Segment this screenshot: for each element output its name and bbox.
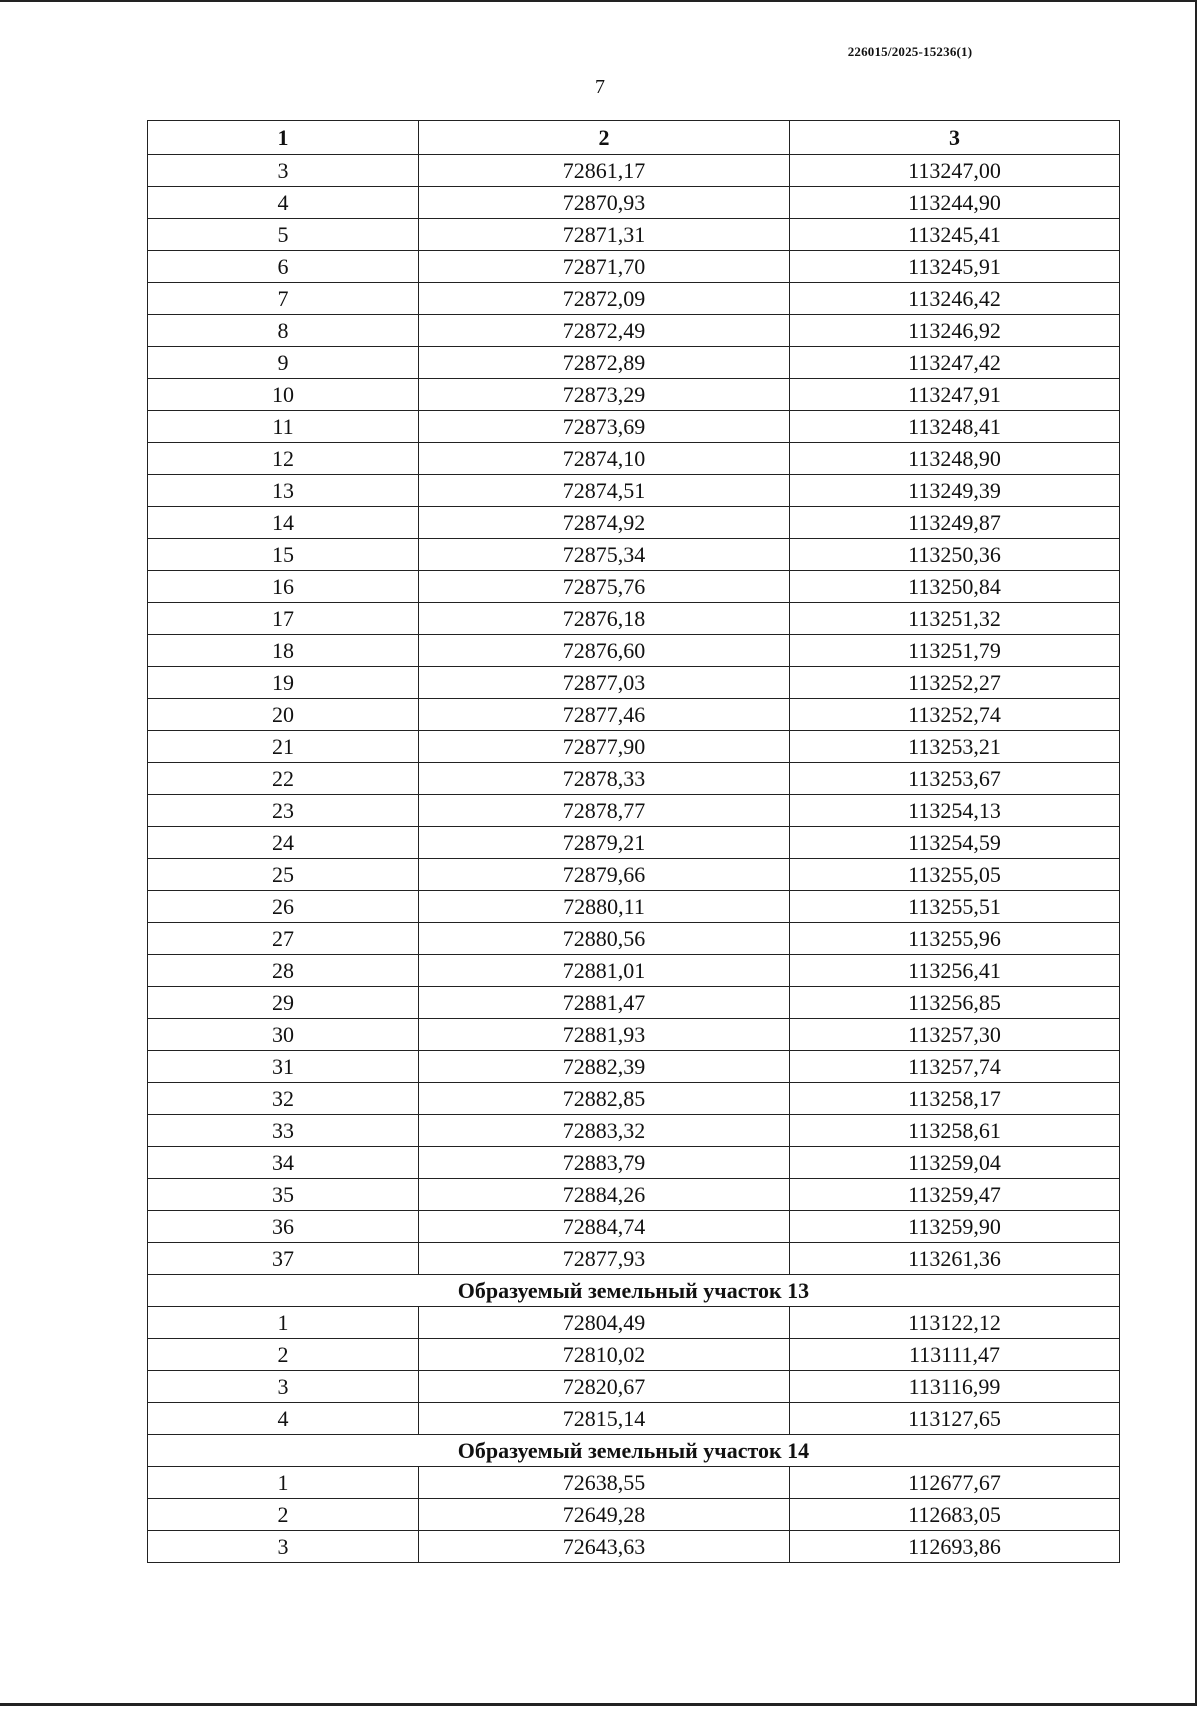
x-coordinate-cell: 72876,18 xyxy=(419,603,790,635)
document-number: 226015/2025-15236(1) xyxy=(847,44,973,59)
y-coordinate-cell: 113255,51 xyxy=(790,891,1120,923)
table-header-row xyxy=(148,121,1120,155)
x-coordinate-cell: 72871,70 xyxy=(419,251,790,283)
y-coordinate-cell: 113247,42 xyxy=(790,347,1120,379)
table-row xyxy=(148,1307,1120,1339)
table-row xyxy=(148,923,1120,955)
table-row xyxy=(148,507,1120,539)
y-coordinate-cell: 113253,21 xyxy=(790,731,1120,763)
point-number-cell: 16 xyxy=(148,571,419,603)
table-row xyxy=(148,955,1120,987)
table-row xyxy=(148,1243,1120,1275)
x-coordinate-cell: 72873,29 xyxy=(419,379,790,411)
x-coordinate-cell: 72875,76 xyxy=(419,571,790,603)
point-number-cell: 21 xyxy=(148,731,419,763)
x-coordinate-cell: 72870,93 xyxy=(419,187,790,219)
table-row xyxy=(148,603,1120,635)
table-row xyxy=(148,315,1120,347)
table-row xyxy=(148,667,1120,699)
table-row xyxy=(148,987,1120,1019)
table-row xyxy=(148,539,1120,571)
table-row xyxy=(148,1467,1120,1499)
point-number-cell: 22 xyxy=(148,763,419,795)
table-row xyxy=(148,635,1120,667)
y-coordinate-cell: 113247,91 xyxy=(790,379,1120,411)
x-coordinate-cell: 72875,34 xyxy=(419,539,790,571)
x-coordinate-cell: 72878,33 xyxy=(419,763,790,795)
table-row xyxy=(148,379,1120,411)
y-coordinate-cell: 113251,79 xyxy=(790,635,1120,667)
table-row xyxy=(148,1179,1120,1211)
y-coordinate-cell: 113256,41 xyxy=(790,955,1120,987)
x-coordinate-cell: 72872,89 xyxy=(419,347,790,379)
table-row xyxy=(148,1019,1120,1051)
y-coordinate-cell: 113259,04 xyxy=(790,1147,1120,1179)
x-coordinate-cell: 72872,49 xyxy=(419,315,790,347)
y-coordinate-cell: 113252,27 xyxy=(790,667,1120,699)
y-coordinate-cell: 113258,61 xyxy=(790,1115,1120,1147)
table-row xyxy=(148,1371,1120,1403)
table-row xyxy=(148,1211,1120,1243)
coordinates-table xyxy=(147,120,1120,1563)
point-number-cell: 36 xyxy=(148,1211,419,1243)
point-number-cell: 23 xyxy=(148,795,419,827)
y-coordinate-cell: 113248,90 xyxy=(790,443,1120,475)
x-coordinate-cell: 72881,93 xyxy=(419,1019,790,1051)
point-number-cell: 27 xyxy=(148,923,419,955)
y-coordinate-cell: 113257,30 xyxy=(790,1019,1120,1051)
table-row xyxy=(148,1531,1120,1563)
x-coordinate-cell: 72879,66 xyxy=(419,859,790,891)
table-row xyxy=(148,1051,1120,1083)
table-row xyxy=(148,475,1120,507)
y-coordinate-cell: 113111,47 xyxy=(790,1339,1120,1371)
point-number-cell: 18 xyxy=(148,635,419,667)
table-row xyxy=(148,891,1120,923)
point-number-cell: 14 xyxy=(148,507,419,539)
table-row xyxy=(148,1499,1120,1531)
point-number-cell: 29 xyxy=(148,987,419,1019)
x-coordinate-cell: 72883,79 xyxy=(419,1147,790,1179)
section-header-row xyxy=(148,1435,1120,1467)
point-number-cell: 35 xyxy=(148,1179,419,1211)
x-coordinate-cell: 72879,21 xyxy=(419,827,790,859)
y-coordinate-cell: 113249,39 xyxy=(790,475,1120,507)
x-coordinate-cell: 72871,31 xyxy=(419,219,790,251)
x-coordinate-cell: 72873,69 xyxy=(419,411,790,443)
x-coordinate-cell: 72874,51 xyxy=(419,475,790,507)
table-row xyxy=(148,187,1120,219)
y-coordinate-cell: 112683,05 xyxy=(790,1499,1120,1531)
point-number-cell: 11 xyxy=(148,411,419,443)
point-number-cell: 4 xyxy=(148,187,419,219)
y-coordinate-cell: 113246,92 xyxy=(790,315,1120,347)
point-number-cell: 15 xyxy=(148,539,419,571)
y-coordinate-cell: 113250,84 xyxy=(790,571,1120,603)
table-body xyxy=(148,155,1120,1563)
y-coordinate-cell: 113249,87 xyxy=(790,507,1120,539)
point-number-cell: 2 xyxy=(148,1339,419,1371)
table-row xyxy=(148,283,1120,315)
table-row xyxy=(148,1147,1120,1179)
x-coordinate-cell: 72881,01 xyxy=(419,955,790,987)
point-number-cell: 3 xyxy=(148,1371,419,1403)
table-row xyxy=(148,859,1120,891)
x-coordinate-cell: 72876,60 xyxy=(419,635,790,667)
column-header: 2 xyxy=(419,121,790,155)
section-title: Образуемый земельный участок 14 xyxy=(148,1435,1120,1467)
point-number-cell: 10 xyxy=(148,379,419,411)
x-coordinate-cell: 72881,47 xyxy=(419,987,790,1019)
y-coordinate-cell: 113245,91 xyxy=(790,251,1120,283)
y-coordinate-cell: 112693,86 xyxy=(790,1531,1120,1563)
point-number-cell: 9 xyxy=(148,347,419,379)
point-number-cell: 32 xyxy=(148,1083,419,1115)
x-coordinate-cell: 72884,26 xyxy=(419,1179,790,1211)
point-number-cell: 31 xyxy=(148,1051,419,1083)
table-row xyxy=(148,1115,1120,1147)
table-row xyxy=(148,699,1120,731)
x-coordinate-cell: 72820,67 xyxy=(419,1371,790,1403)
table-row xyxy=(148,795,1120,827)
table-row xyxy=(148,763,1120,795)
y-coordinate-cell: 113247,00 xyxy=(790,155,1120,187)
y-coordinate-cell: 113259,90 xyxy=(790,1211,1120,1243)
y-coordinate-cell: 113258,17 xyxy=(790,1083,1120,1115)
x-coordinate-cell: 72874,92 xyxy=(419,507,790,539)
x-coordinate-cell: 72877,03 xyxy=(419,667,790,699)
point-number-cell: 20 xyxy=(148,699,419,731)
y-coordinate-cell: 113127,65 xyxy=(790,1403,1120,1435)
point-number-cell: 28 xyxy=(148,955,419,987)
point-number-cell: 5 xyxy=(148,219,419,251)
x-coordinate-cell: 72877,93 xyxy=(419,1243,790,1275)
y-coordinate-cell: 113255,05 xyxy=(790,859,1120,891)
x-coordinate-cell: 72804,49 xyxy=(419,1307,790,1339)
y-coordinate-cell: 113256,85 xyxy=(790,987,1120,1019)
y-coordinate-cell: 113255,96 xyxy=(790,923,1120,955)
x-coordinate-cell: 72883,32 xyxy=(419,1115,790,1147)
x-coordinate-cell: 72649,28 xyxy=(419,1499,790,1531)
point-number-cell: 34 xyxy=(148,1147,419,1179)
point-number-cell: 12 xyxy=(148,443,419,475)
x-coordinate-cell: 72884,74 xyxy=(419,1211,790,1243)
point-number-cell: 26 xyxy=(148,891,419,923)
y-coordinate-cell: 112677,67 xyxy=(790,1467,1120,1499)
table-row xyxy=(148,347,1120,379)
y-coordinate-cell: 113254,13 xyxy=(790,795,1120,827)
point-number-cell: 37 xyxy=(148,1243,419,1275)
point-number-cell: 6 xyxy=(148,251,419,283)
y-coordinate-cell: 113254,59 xyxy=(790,827,1120,859)
table-row xyxy=(148,155,1120,187)
y-coordinate-cell: 113253,67 xyxy=(790,763,1120,795)
table-row xyxy=(148,1083,1120,1115)
point-number-cell: 13 xyxy=(148,475,419,507)
table-row xyxy=(148,443,1120,475)
table-row xyxy=(148,827,1120,859)
y-coordinate-cell: 113257,74 xyxy=(790,1051,1120,1083)
point-number-cell: 1 xyxy=(148,1307,419,1339)
table-row xyxy=(148,251,1120,283)
y-coordinate-cell: 113250,36 xyxy=(790,539,1120,571)
section-title: Образуемый земельный участок 13 xyxy=(148,1275,1120,1307)
y-coordinate-cell: 113261,36 xyxy=(790,1243,1120,1275)
column-header: 1 xyxy=(148,121,419,155)
x-coordinate-cell: 72861,17 xyxy=(419,155,790,187)
section-header-row xyxy=(148,1275,1120,1307)
point-number-cell: 3 xyxy=(148,1531,419,1563)
table-row xyxy=(148,411,1120,443)
x-coordinate-cell: 72872,09 xyxy=(419,283,790,315)
x-coordinate-cell: 72878,77 xyxy=(419,795,790,827)
y-coordinate-cell: 113245,41 xyxy=(790,219,1120,251)
point-number-cell: 2 xyxy=(148,1499,419,1531)
table-row xyxy=(148,731,1120,763)
x-coordinate-cell: 72810,02 xyxy=(419,1339,790,1371)
x-coordinate-cell: 72638,55 xyxy=(419,1467,790,1499)
point-number-cell: 3 xyxy=(148,155,419,187)
table-row xyxy=(148,1339,1120,1371)
y-coordinate-cell: 113252,74 xyxy=(790,699,1120,731)
y-coordinate-cell: 113259,47 xyxy=(790,1179,1120,1211)
point-number-cell: 19 xyxy=(148,667,419,699)
point-number-cell: 33 xyxy=(148,1115,419,1147)
table-row xyxy=(148,1403,1120,1435)
y-coordinate-cell: 113116,99 xyxy=(790,1371,1120,1403)
y-coordinate-cell: 113244,90 xyxy=(790,187,1120,219)
x-coordinate-cell: 72874,10 xyxy=(419,443,790,475)
x-coordinate-cell: 72880,11 xyxy=(419,891,790,923)
y-coordinate-cell: 113246,42 xyxy=(790,283,1120,315)
point-number-cell: 1 xyxy=(148,1467,419,1499)
point-number-cell: 8 xyxy=(148,315,419,347)
point-number-cell: 7 xyxy=(148,283,419,315)
x-coordinate-cell: 72877,90 xyxy=(419,731,790,763)
point-number-cell: 4 xyxy=(148,1403,419,1435)
x-coordinate-cell: 72882,39 xyxy=(419,1051,790,1083)
x-coordinate-cell: 72880,56 xyxy=(419,923,790,955)
column-header: 3 xyxy=(790,121,1120,155)
point-number-cell: 24 xyxy=(148,827,419,859)
x-coordinate-cell: 72643,63 xyxy=(419,1531,790,1563)
x-coordinate-cell: 72882,85 xyxy=(419,1083,790,1115)
point-number-cell: 25 xyxy=(148,859,419,891)
y-coordinate-cell: 113122,12 xyxy=(790,1307,1120,1339)
point-number-cell: 30 xyxy=(148,1019,419,1051)
x-coordinate-cell: 72815,14 xyxy=(419,1403,790,1435)
page-number: 7 xyxy=(595,76,605,98)
y-coordinate-cell: 113251,32 xyxy=(790,603,1120,635)
x-coordinate-cell: 72877,46 xyxy=(419,699,790,731)
table-row xyxy=(148,571,1120,603)
point-number-cell: 17 xyxy=(148,603,419,635)
table-row xyxy=(148,219,1120,251)
y-coordinate-cell: 113248,41 xyxy=(790,411,1120,443)
